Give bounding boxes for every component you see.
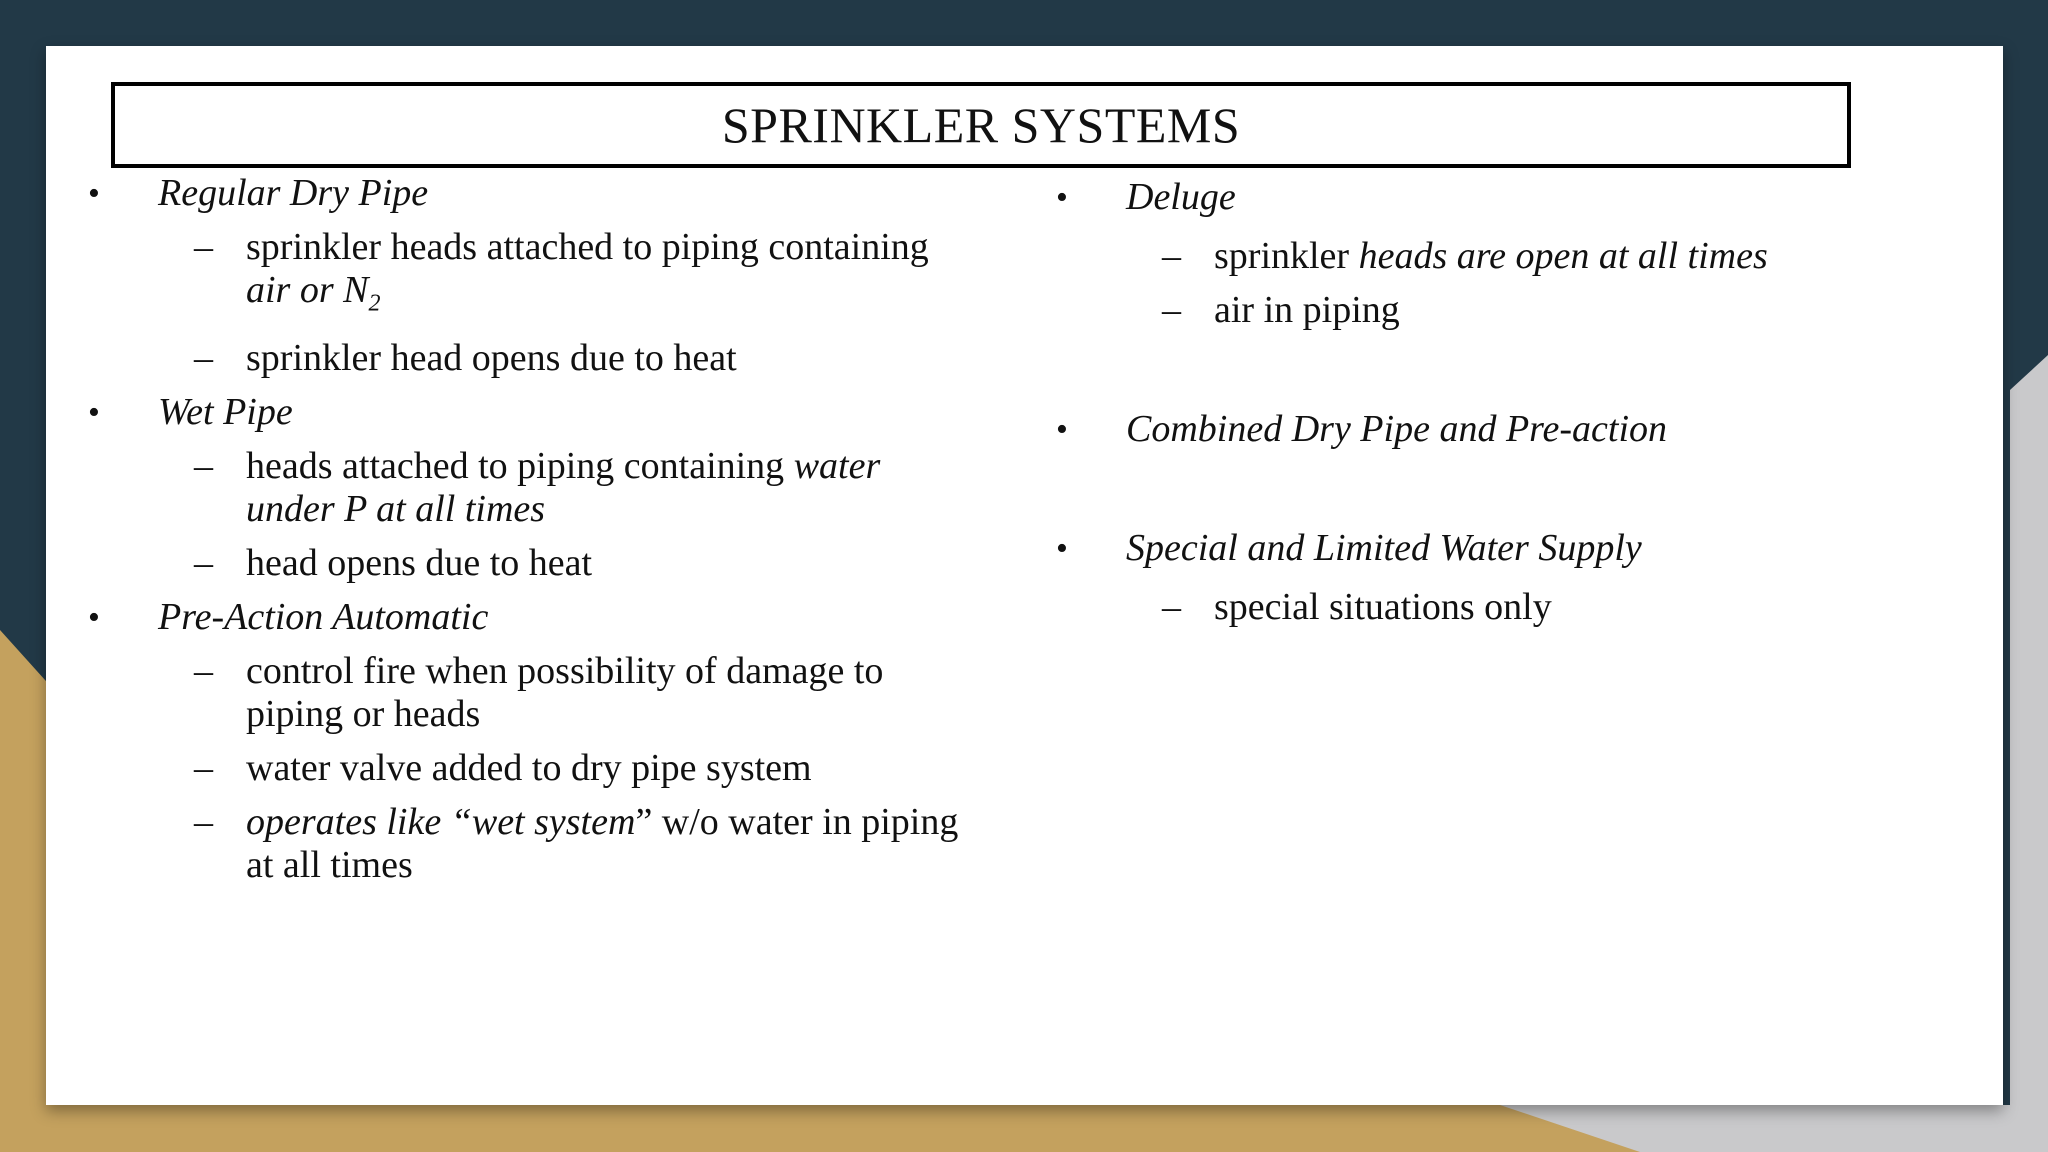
bullet-heading: Combined Dry Pipe and Pre-action (1126, 408, 1668, 450)
bullet-heading: Special and Limited Water Supply (1126, 527, 1642, 569)
sub-item (1056, 235, 1996, 278)
bullet-heading: Pre-Action Automatic (158, 595, 489, 638)
sub-text: heads attached to piping containing (246, 444, 794, 487)
sub-text: special situations only (1214, 586, 1552, 628)
sub-text: ” w/o water in piping (635, 800, 959, 843)
dash-glyph: – (194, 746, 213, 789)
sub-text-italic: heads are open at all times (1358, 235, 1768, 277)
dash-glyph: – (194, 800, 213, 843)
bullet-special-limited-water (1056, 527, 1996, 570)
sub-item (88, 801, 1058, 887)
sub-item (1056, 586, 1996, 629)
sub-item (88, 542, 1058, 585)
sub-text: sprinkler head opens due to heat (246, 336, 737, 379)
bullet-glyph: • (1056, 411, 1068, 448)
sub-item (88, 747, 1058, 790)
bullet-glyph: • (1056, 530, 1068, 567)
sub-item (88, 650, 1058, 736)
dash-glyph: – (1162, 289, 1181, 331)
sub-item (88, 337, 1058, 380)
dash-glyph: – (194, 226, 213, 268)
sub-text: sprinkler (1214, 235, 1359, 277)
left-column (88, 172, 1058, 887)
title-box (111, 82, 1851, 168)
sub-text: sprinkler heads attached to piping containing (246, 226, 929, 268)
dash-glyph: – (194, 444, 213, 487)
bullet-glyph: • (88, 598, 100, 636)
right-column (1056, 176, 1996, 629)
bullet-combined-dry-pipe (1056, 408, 1996, 451)
dash-glyph: – (194, 649, 213, 692)
sub-item (1056, 289, 1996, 332)
bullet-heading: Deluge (1126, 176, 1236, 218)
dash-glyph: – (194, 541, 213, 584)
bullet-regular-dry-pipe (88, 172, 1058, 215)
bullet-glyph: • (88, 393, 100, 431)
sub-text-italic: under P at all times (246, 487, 546, 530)
sub-text: water valve added to dry pipe system (246, 746, 812, 789)
sub-text: head opens due to heat (246, 541, 593, 584)
sub-text-italic: operates like “wet system (246, 800, 636, 843)
bullet-glyph: • (88, 175, 100, 212)
dash-glyph: – (1162, 586, 1181, 628)
sub-text-italic: air or N (246, 269, 369, 311)
sub-item (88, 445, 1058, 531)
bullet-glyph: • (1056, 179, 1068, 216)
bullet-heading: Wet Pipe (158, 390, 293, 433)
dash-glyph: – (194, 336, 213, 379)
sub-text: air in piping (1214, 289, 1400, 331)
sub-text-italic: water (793, 444, 881, 487)
bullet-heading: Regular Dry Pipe (158, 172, 429, 214)
sub-item (88, 226, 1058, 326)
bullet-deluge (1056, 176, 1996, 219)
bullet-wet-pipe (88, 391, 1058, 434)
sub-text: piping or heads (246, 692, 481, 735)
subscript: 2 (368, 290, 381, 317)
slide-title: SPRINKLER SYSTEMS (721, 97, 1241, 153)
sub-text: at all times (246, 843, 413, 886)
sub-text: control fire when possibility of damage to (246, 649, 884, 692)
slide-card (46, 46, 2003, 1105)
bullet-pre-action-automatic (88, 596, 1058, 639)
dash-glyph: – (1162, 235, 1181, 277)
